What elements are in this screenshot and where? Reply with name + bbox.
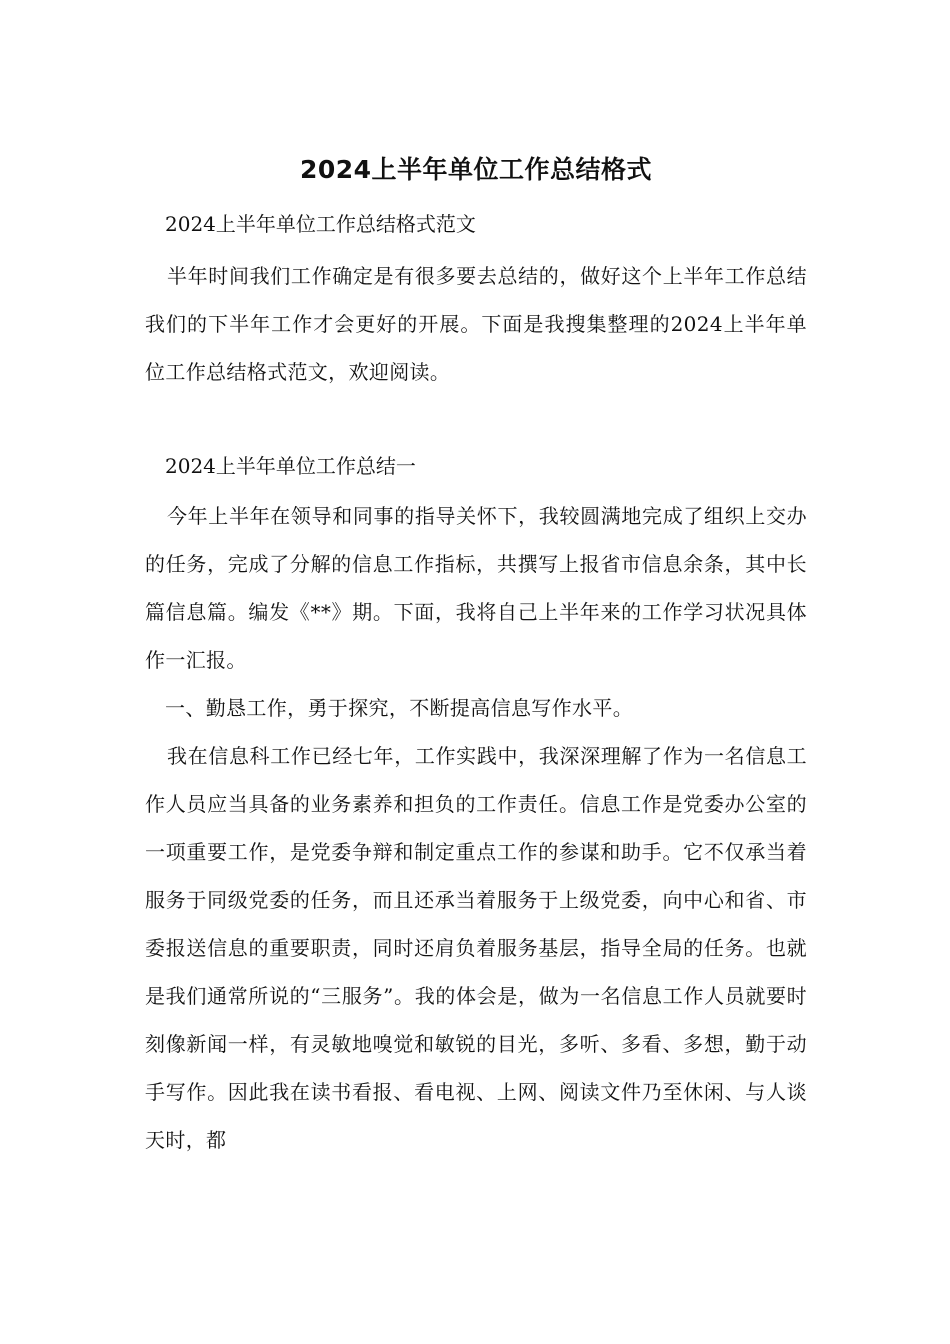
section-heading: 2024上半年单位工作总结一	[165, 454, 416, 478]
section-paragraph-2: 我在信息科工作已经七年，工作实践中，我深深理解了作为一名信息工作人员应当具备的业务素养和担负的工作责任。信息工作是党委办公室的一项重要工作，是党委争辩和制定重点工作的参谋和助手。它不仅承当着服务于同级党委的任务，而且还承当着服务于上级党委，向中心和省、市委报送信息的重要职责，同时还肩负着服务基层，指导全局的任务。也就是我们通常所说的“三服务”。我的体会是，做为一名信息工作人员就要时刻像新闻一样，有灵敏地嗅觉和敏锐的目光，多听、多看、多想，勤于动手写作。因此我在读书看报、看电视、上网、阅读文件乃至休闲、与人谈天时，都	[145, 744, 807, 1152]
section-item-heading: 一、勤恳工作，勇于探究，不断提高信息写作水平。	[165, 696, 634, 720]
document-page	[145, 150, 807, 1164]
intro-paragraph: 半年时间我们工作确定是有很多要去总结的，做好这个上半年工作总结我们的下半年工作才会更好的开展。下面是我搜集整理的2024上半年单位工作总结格式范文，欢迎阅读。	[145, 264, 807, 384]
document-subtitle: 2024上半年单位工作总结格式范文	[165, 212, 476, 236]
section-spacer	[145, 396, 807, 446]
section-paragraph-1: 今年上半年在领导和同事的指导关怀下，我较圆满地完成了组织上交办的任务，完成了分解的信息工作指标，共撰写上报省市信息余条，其中长篇信息篇。编发《**》期。下面，我将自己上半年来的工作学习状况具体作一汇报。	[145, 504, 807, 672]
document-title: 2024上半年单位工作总结格式	[299, 155, 653, 184]
